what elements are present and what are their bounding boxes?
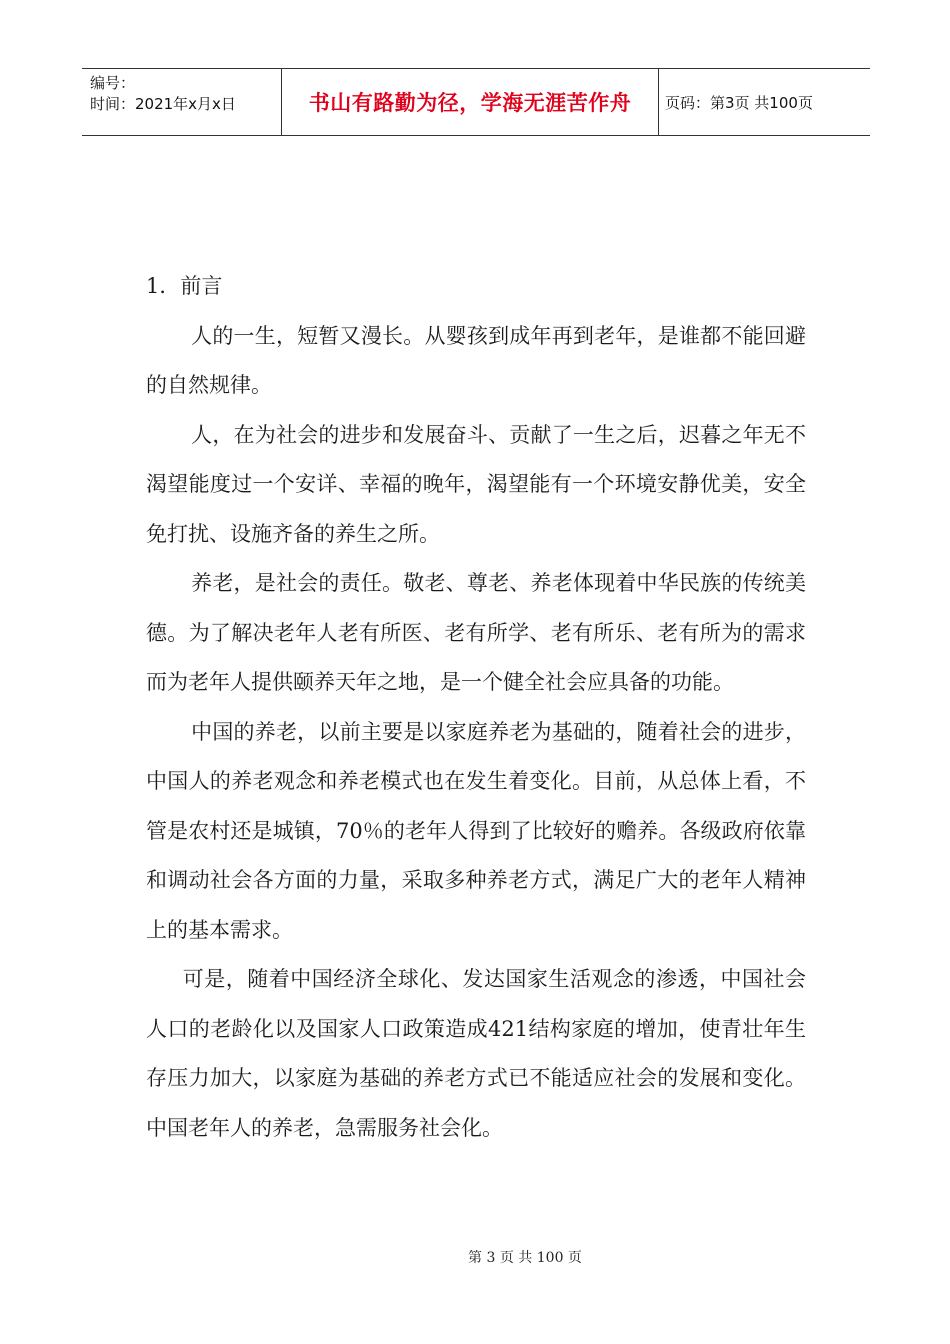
header-motto-cell [282, 69, 659, 135]
header-meta-cell [82, 69, 282, 135]
document-number-label: 编号： [90, 74, 136, 92]
header-motto: 书山有路勤为径，学海无涯苦作舟 [308, 91, 632, 115]
header-page-info: 页码：第3页 共100页 [665, 93, 813, 112]
page-footer [0, 1247, 950, 1267]
header-page-cell [659, 69, 870, 135]
section-heading: 1．前言 [146, 274, 223, 298]
document-body [146, 262, 806, 1153]
paragraph: 可是，随着中国经济全球化、发达国家生活观念的渗透，中国社会人口的老龄化以及国家人口政策造成421结构家庭的增加，使青壮年生存压力加大，以家庭为基础的养老方式已不能适应社会的发展和变化。中国老年人的养老，急需服务社会化。 [146, 967, 806, 1140]
header-table [82, 68, 870, 136]
document-time-label: 时间：2021年x月x日 [90, 95, 236, 113]
paragraph: 养老，是社会的责任。敬老、尊老、养老体现着中华民族的传统美德。为了解决老年人老有所医、老有所学、老有所乐、老有所为的需求而为老年人提供颐养天年之地，是一个健全社会应具备的功能。 [146, 571, 806, 694]
paragraph: 人的一生，短暂又漫长。从婴孩到成年再到老年，是谁都不能回避的自然规律。 [146, 323, 806, 397]
paragraph: 中国的养老，以前主要是以家庭养老为基础的，随着社会的进步，中国人的养老观念和养老模式也在发生着变化。目前，从总体上看，不管是农村还是城镇，70％的老年人得到了比较好的赡养。各级政府依靠和调动社会各方面的力量，采取多种养老方式，满足广大的老年人精神上的基本需求。 [146, 719, 806, 942]
footer-page-number: 第 3 页 共 100 页 [468, 1250, 582, 1266]
paragraph: 人，在为社会的进步和发展奋斗、贡献了一生之后，迟暮之年无不渴望能度过一个安详、幸福的晚年，渴望能有一个环境安静优美，安全免打扰、设施齐备的养生之所。 [146, 422, 806, 546]
